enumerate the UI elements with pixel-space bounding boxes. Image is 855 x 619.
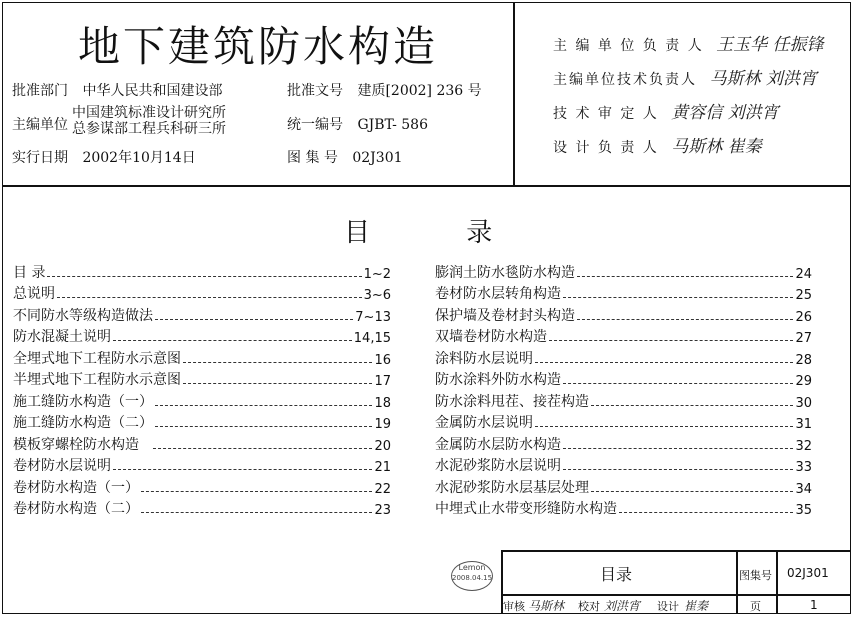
leader-dots xyxy=(563,447,793,449)
toc-entry-label: 水泥砂浆防水层说明 xyxy=(435,458,561,474)
toc-entry-page: 1~2 xyxy=(363,266,391,282)
lemon-stamp xyxy=(451,561,493,591)
toc-entry-page: 35 xyxy=(795,503,812,518)
toc-entry-page: 16 xyxy=(374,352,391,368)
check-signature: 刘洪宵 xyxy=(604,599,641,613)
toc-entry-page: 29 xyxy=(795,374,812,389)
handwritten-signature: 王玉华 任振锋 xyxy=(716,35,824,55)
leader-dots xyxy=(183,361,372,363)
toc-entry[interactable] xyxy=(435,432,812,454)
toc-entry-label: 涂料防水层说明 xyxy=(435,350,533,367)
header-divider xyxy=(2,185,851,187)
signature-row xyxy=(553,30,824,55)
title-block-top xyxy=(501,550,851,552)
toc-entry[interactable] xyxy=(13,475,391,497)
leader-dots xyxy=(113,468,372,470)
toc-entry-label: 施工缝防水构造（二） xyxy=(13,415,153,431)
toc-entry-label: 半埋式地下工程防水示意图 xyxy=(13,372,181,388)
editor-org-line1: 中国建筑标准设计研究所 xyxy=(72,105,226,121)
review-signature: 马斯林 xyxy=(528,599,565,613)
title-block-row xyxy=(501,594,851,596)
toc-entry[interactable] xyxy=(435,282,812,304)
page-label: 页 xyxy=(750,600,761,613)
signature-role: 主编单位技术负责人 xyxy=(553,72,697,88)
toc-entry[interactable] xyxy=(13,432,391,454)
toc-entry-label: 卷材防水层说明 xyxy=(13,458,111,474)
impl-date-value: 2002年10月14日 xyxy=(82,150,196,166)
leader-dots xyxy=(563,296,793,298)
signature-row xyxy=(553,132,762,157)
impl-date-label: 实行日期 xyxy=(12,150,68,166)
unified-no xyxy=(287,114,428,134)
leader-dots xyxy=(563,382,793,384)
toc-entry-page: 7~13 xyxy=(355,309,391,325)
toc-entry[interactable] xyxy=(435,454,812,476)
leader-dots xyxy=(155,318,353,320)
toc-entry[interactable] xyxy=(13,454,391,476)
toc-entry-label: 总说明 xyxy=(13,286,55,302)
approval-doc-label: 批准文号 xyxy=(287,83,343,99)
handwritten-signature: 马斯林 刘洪宵 xyxy=(709,69,817,89)
stamp-line1: Lemon xyxy=(458,563,486,572)
toc-entry-page: 27 xyxy=(795,331,812,346)
toc-entry[interactable] xyxy=(435,389,812,411)
stamp-line2: 2008.04.15 xyxy=(452,574,493,582)
toc-entry[interactable] xyxy=(13,303,391,325)
toc-entry[interactable] xyxy=(435,497,812,519)
leader-dots xyxy=(141,511,372,513)
toc-entry-page: 28 xyxy=(795,352,812,368)
toc-entry-page: 33 xyxy=(795,460,812,475)
toc-entry-page: 30 xyxy=(795,395,812,411)
approval-doc-value: 建质[2002] 236 号 xyxy=(357,83,482,99)
toc-entry-page: 31 xyxy=(795,417,812,432)
toc-entry-page: 34 xyxy=(795,481,812,497)
approval-dept xyxy=(12,80,222,100)
leader-dots xyxy=(113,339,352,341)
toc-entry-label: 目 录 xyxy=(13,264,46,281)
approval-doc xyxy=(287,80,482,100)
signature-role: 设 计 负 责 人 xyxy=(553,140,659,156)
toc-right-column xyxy=(435,260,812,518)
title-block-col xyxy=(736,550,738,614)
toc-entry[interactable] xyxy=(435,303,812,325)
toc-entry-label: 全埋式地下工程防水示意图 xyxy=(13,350,181,367)
sheet-title: 目录 xyxy=(600,565,633,584)
toc-entry-label: 金属防水层防水构造 xyxy=(435,436,561,453)
toc-entry[interactable] xyxy=(13,411,391,433)
editor-org-list xyxy=(72,105,226,137)
unified-no-value: GJBT- 586 xyxy=(357,117,428,133)
toc-entry-label: 模板穿螺栓防水构造 xyxy=(13,436,139,453)
toc-entry[interactable] xyxy=(435,260,812,282)
toc-entry-page: 3~6 xyxy=(363,288,391,303)
signature-row xyxy=(553,64,817,89)
leader-dots xyxy=(619,511,793,513)
toc-entry[interactable] xyxy=(13,260,391,282)
leader-dots xyxy=(155,404,372,406)
toc-entry-label: 膨润土防水毯防水构造 xyxy=(435,264,575,281)
toc-entry-label: 卷材防水构造（一） xyxy=(13,479,139,496)
page-value: 1 xyxy=(810,598,818,612)
handwritten-signature: 马斯林 崔秦 xyxy=(671,137,762,157)
toc-entry-page: 23 xyxy=(374,503,391,518)
leader-dots xyxy=(591,490,793,492)
toc-entry-page: 24 xyxy=(795,266,812,282)
toc-entry-page: 26 xyxy=(795,309,812,325)
toc-entry[interactable] xyxy=(13,282,391,304)
unified-no-label: 统一编号 xyxy=(287,117,343,133)
approval-dept-value: 中华人民共和国建设部 xyxy=(82,83,223,99)
toc-entry-page: 22 xyxy=(374,481,391,497)
leader-dots xyxy=(57,296,362,298)
toc-entry-page: 17 xyxy=(374,374,391,389)
toc-entry-label: 防水混凝土说明 xyxy=(13,329,111,345)
signature-role: 主 编 单 位 负 责 人 xyxy=(553,38,704,54)
review-label: 审核 xyxy=(503,600,525,613)
toc-entry-page: 25 xyxy=(795,288,812,303)
toc-entry[interactable] xyxy=(13,497,391,519)
toc-entry-page: 19 xyxy=(374,417,391,432)
atlas-no-value: 02J301 xyxy=(352,150,403,166)
editor-org-label: 主编单位 xyxy=(12,117,68,133)
toc-entry-label: 防水涂料外防水构造 xyxy=(435,372,561,388)
atlas-no xyxy=(287,147,403,167)
toc-entry[interactable] xyxy=(13,346,391,368)
signature-row xyxy=(553,98,779,123)
atlas-no-label: 图 集 号 xyxy=(287,150,338,166)
toc-entry-label: 水泥砂浆防水层基层处理 xyxy=(435,479,589,496)
toc-entry-label: 防水涂料甩茬、接茬构造 xyxy=(435,393,589,410)
handwritten-signature: 黄容信 刘洪宵 xyxy=(671,103,779,123)
header-vertical-divider xyxy=(513,2,515,186)
toc-entry-label: 施工缝防水构造（一） xyxy=(13,393,153,410)
leader-dots xyxy=(47,275,361,277)
check-label: 校对 xyxy=(578,600,600,613)
leader-dots xyxy=(535,425,793,427)
atlas-no-label-cell: 图集号 xyxy=(739,569,772,582)
toc-entry[interactable] xyxy=(435,325,812,347)
leader-dots xyxy=(183,382,372,384)
leader-dots xyxy=(577,318,793,320)
toc-entry[interactable] xyxy=(435,475,812,497)
toc-heading-part1: 目 xyxy=(344,218,371,248)
leader-dots xyxy=(535,361,793,363)
toc-entry[interactable] xyxy=(13,325,391,347)
toc-heading xyxy=(344,212,492,249)
approval-dept-label: 批准部门 xyxy=(12,83,68,99)
toc-entry[interactable] xyxy=(435,368,812,390)
toc-entry-label: 双墙卷材防水构造 xyxy=(435,329,547,345)
atlas-title: 地下建筑防水构造 xyxy=(78,22,439,71)
toc-entry-page: 21 xyxy=(374,460,391,475)
toc-left-column xyxy=(13,260,391,518)
leader-dots xyxy=(577,275,793,277)
atlas-no-value-cell: 02J301 xyxy=(787,566,829,580)
toc-entry-page: 32 xyxy=(795,438,812,454)
toc-entry[interactable] xyxy=(435,411,812,433)
toc-entry-page: 14,15 xyxy=(353,331,391,346)
leader-dots xyxy=(549,339,793,341)
toc-entry-page: 18 xyxy=(374,395,391,411)
toc-entry[interactable] xyxy=(13,368,391,390)
toc-entry[interactable] xyxy=(435,346,812,368)
toc-entry[interactable] xyxy=(13,389,391,411)
design-label: 设计 xyxy=(657,600,679,613)
leader-dots xyxy=(591,404,793,406)
toc-entry-label: 卷材防水层转角构造 xyxy=(435,286,561,302)
editor-org-line2: 总参谋部工程兵科研三所 xyxy=(72,121,226,137)
leader-dots xyxy=(563,468,793,470)
impl-date xyxy=(12,147,196,167)
toc-heading-part2: 录 xyxy=(466,218,493,248)
design-signature: 崔秦 xyxy=(684,599,709,613)
leader-dots xyxy=(141,490,372,492)
title-block-col xyxy=(776,550,778,614)
toc-entry-page: 20 xyxy=(374,438,391,454)
signature-role: 技 术 审 定 人 xyxy=(553,106,659,122)
toc-entry-label: 保护墙及卷材封头构造 xyxy=(435,307,575,324)
toc-entry-label: 不同防水等级构造做法 xyxy=(13,307,153,324)
leader-dots xyxy=(153,447,372,449)
toc-entry-label: 卷材防水构造（二） xyxy=(13,501,139,517)
toc-entry-label: 中埋式止水带变形缝防水构造 xyxy=(435,501,617,517)
leader-dots xyxy=(155,425,372,427)
toc-entry-label: 金属防水层说明 xyxy=(435,415,533,431)
